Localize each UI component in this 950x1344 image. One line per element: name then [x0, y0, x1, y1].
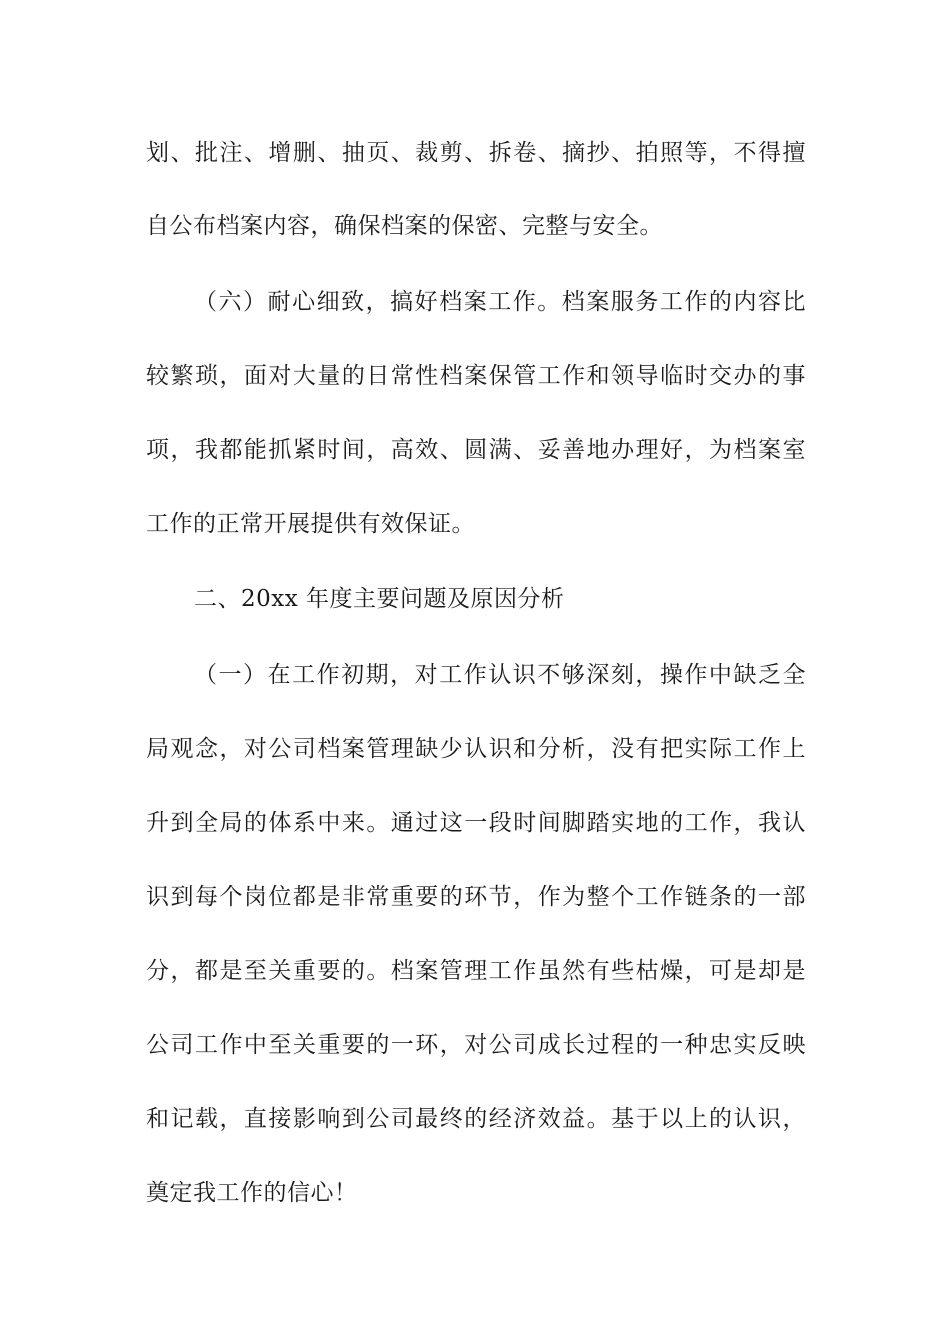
paragraph-line: 识到每个岗位都是非常重要的环节，作为整个工作链条的一部	[146, 884, 806, 910]
paragraph-line: 划、批注、增删、抽页、裁剪、拆卷、摘抄、拍照等，不得擅	[146, 140, 806, 166]
paragraph-line: 分，都是至关重要的。档案管理工作虽然有些枯燥，可是却是	[146, 958, 806, 984]
paragraph-line: （六）耐心细致，搞好档案工作。档案服务工作的内容比	[194, 289, 806, 315]
paragraph-line: 较繁琐，面对大量的日常性档案保管工作和领导临时交办的事	[146, 363, 806, 389]
paragraph-line: 奠定我工作的信心！	[146, 1180, 358, 1206]
paragraph-line: 自公布档案内容，确保档案的保密、完整与安全。	[146, 213, 663, 239]
paragraph-line: 公司工作中至关重要的一环，对公司成长过程的一种忠实反映	[146, 1032, 806, 1058]
paragraph-line: （一）在工作初期，对工作认识不够深刻，操作中缺乏全	[194, 662, 806, 688]
paragraph-line: 局观念，对公司档案管理缺少认识和分析，没有把实际工作上	[146, 736, 806, 762]
paragraph-line: 工作的正常开展提供有效保证。	[146, 511, 475, 537]
section-heading: 二、20xx 年度主要问题及原因分析	[194, 586, 565, 612]
paragraph-line: 和记载，直接影响到公司最终的经济效益。基于以上的认识，	[146, 1106, 806, 1132]
paragraph-line: 项，我都能抓紧时间，高效、圆满、妥善地办理好，为档案室	[146, 437, 806, 463]
paragraph-line: 升到全局的体系中来。通过这一段时间脚踏实地的工作，我认	[146, 810, 806, 836]
